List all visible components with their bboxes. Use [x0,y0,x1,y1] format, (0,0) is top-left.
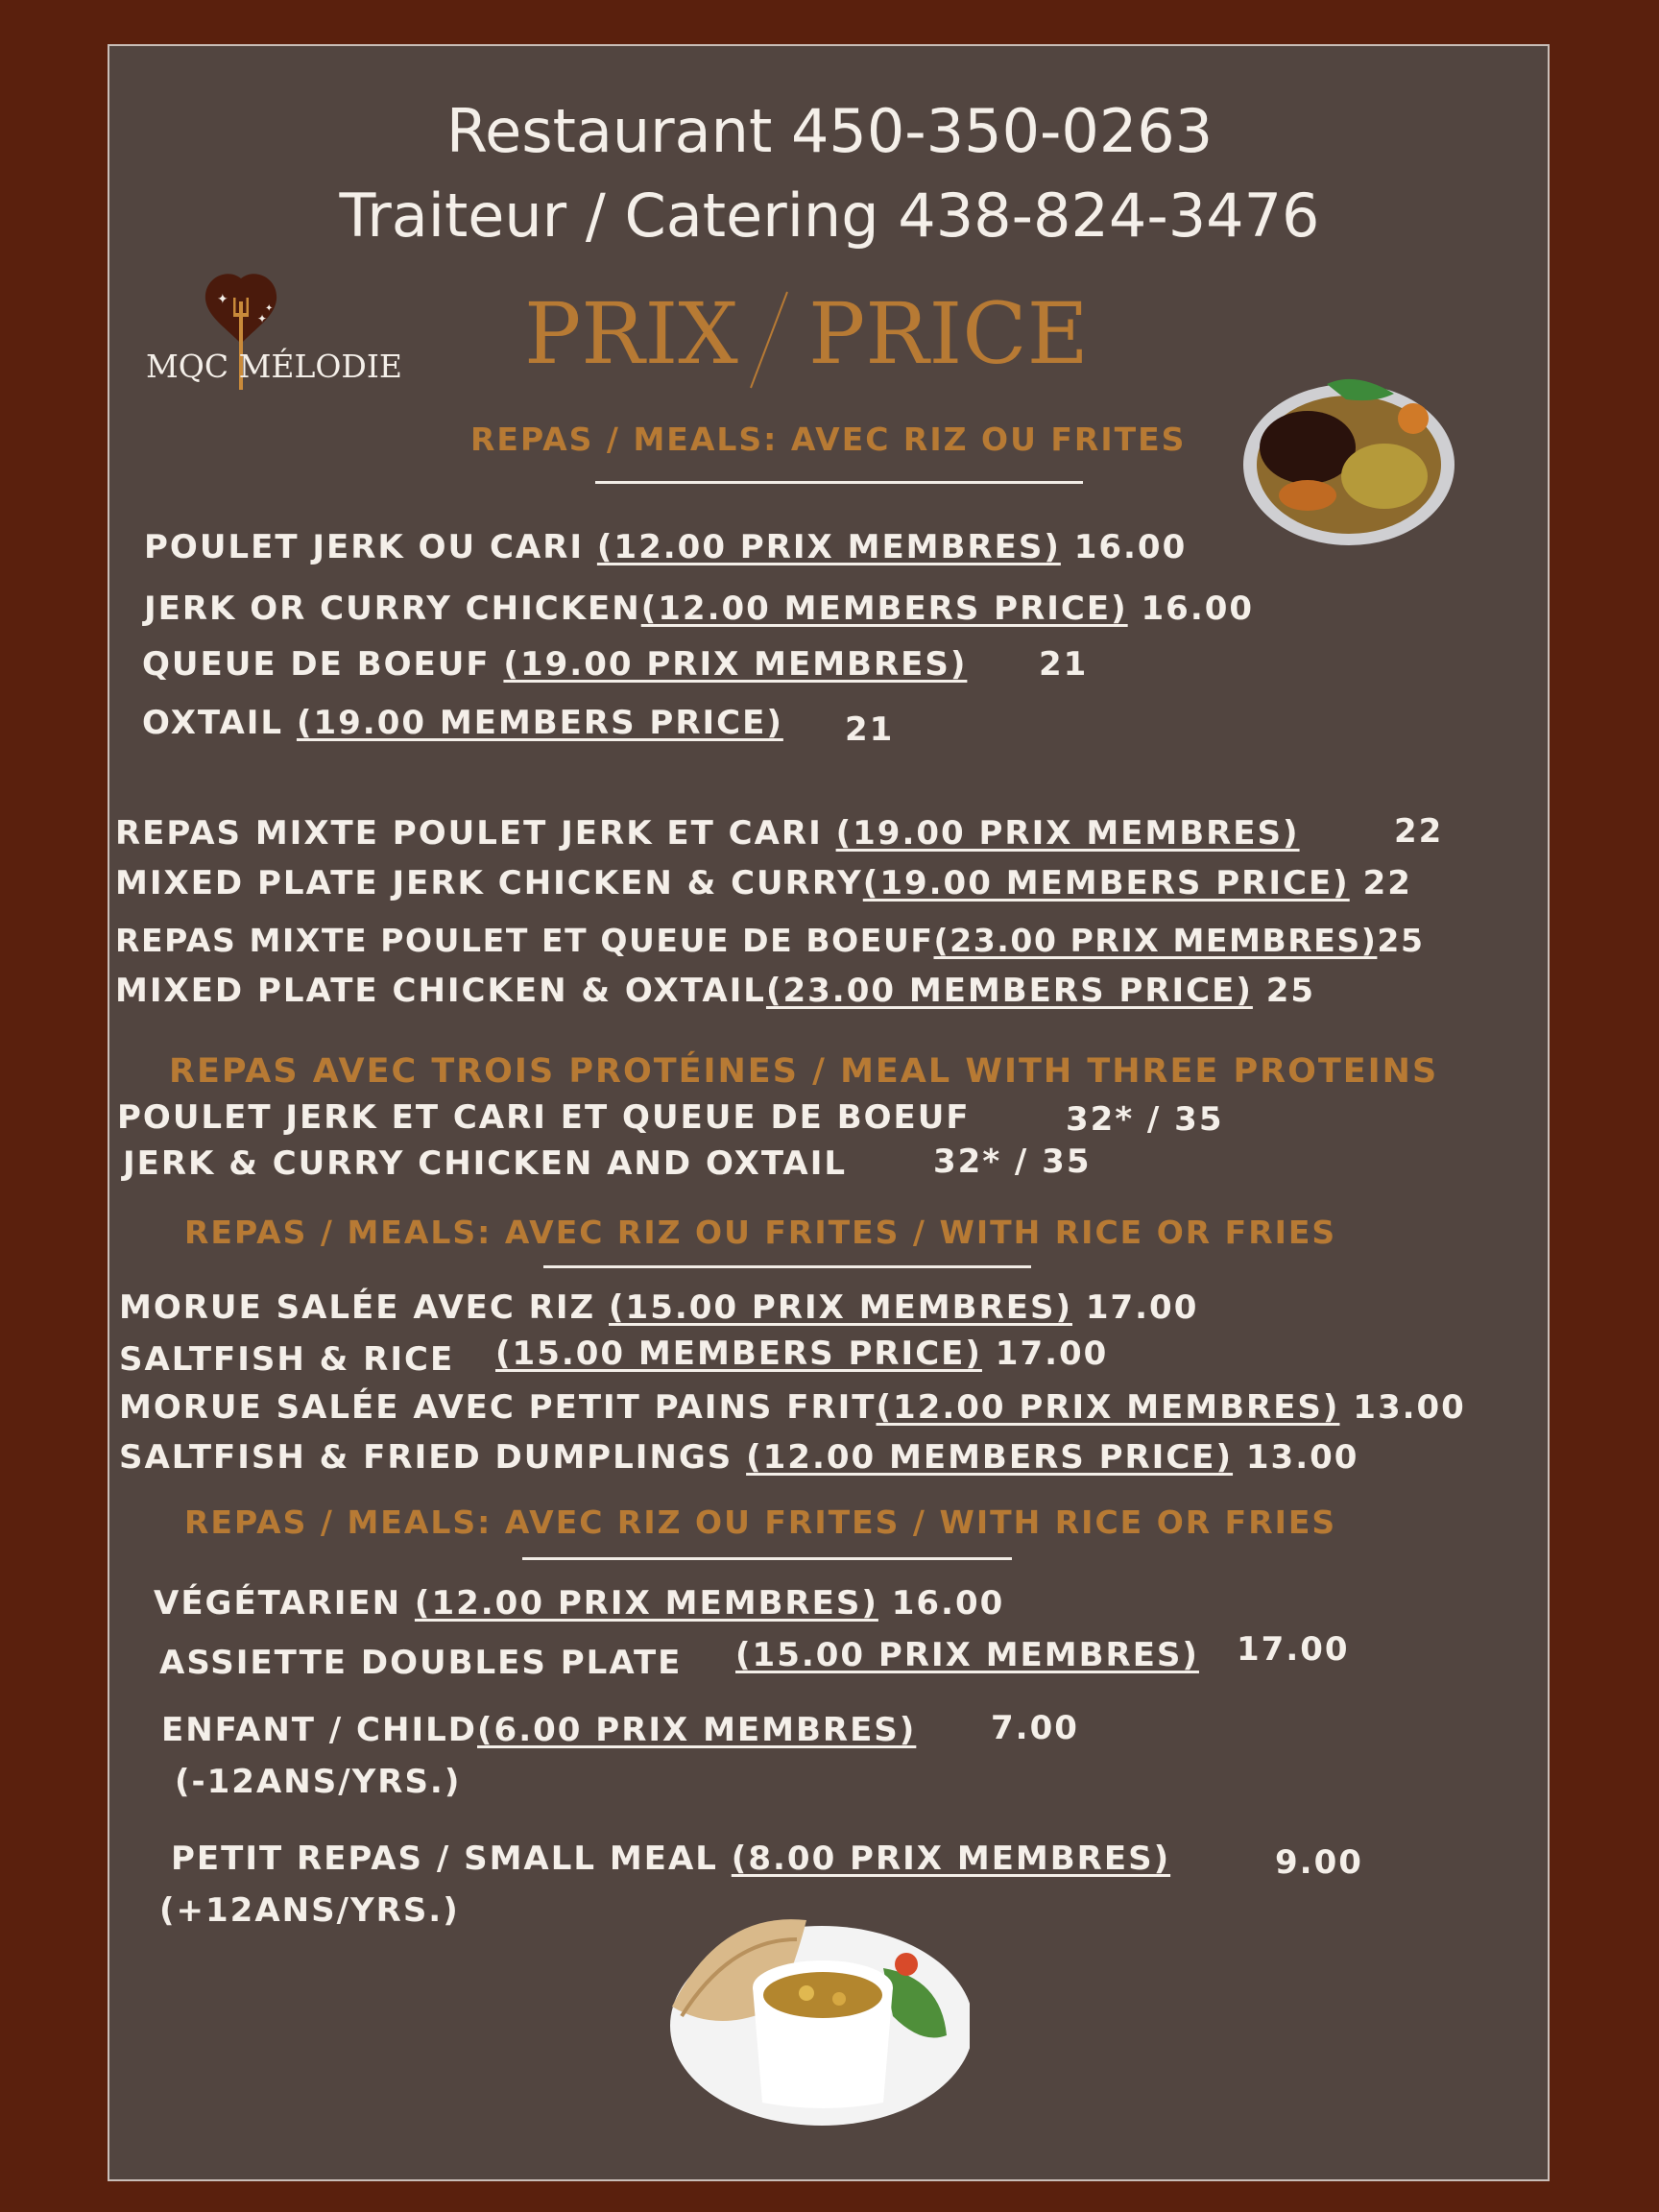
item-price: 13.00 [1245,1438,1359,1477]
item-price: 17.00 [995,1334,1109,1373]
item-price: 25 [1377,922,1425,959]
item-price: 32* / 35 [933,1142,1092,1181]
age-note: (+12ANS/YRS.) [159,1891,460,1930]
item-name: MORUE SALÉE AVEC PETIT PAINS FRIT [119,1388,877,1427]
member-price: (15.00 MEMBERS PRICE) [495,1334,982,1373]
item-price: 16.00 [1073,528,1188,566]
member-price: (12.00 MEMBERS PRICE) [746,1438,1234,1477]
item-price: 7.00 [991,1709,1079,1747]
menu-item-oxtail [142,704,783,742]
item-name: VÉGÉTARIEN [154,1584,402,1623]
item-price: 25 [1265,972,1316,1010]
menu-item-queue-boeuf [142,645,967,684]
item-name: MIXED PLATE JERK CHICKEN & CURRY [115,864,863,902]
menu-item-poulet-jerk [144,528,1187,566]
item-name: OXTAIL [142,704,284,742]
member-price: (15.00 PRIX MEMBRES) [609,1288,1072,1327]
item-price: 17.00 [1085,1288,1199,1327]
item-price: 22 [1362,864,1412,902]
menu-item-vegetarien [154,1584,1004,1623]
menu-item-jerk-chicken [144,589,1254,628]
item-name: ASSIETTE DOUBLES PLATE [159,1644,683,1682]
menu-item-trois-fr [117,1098,971,1137]
title-slash [739,288,797,394]
menu-item-doubles-member [735,1636,1199,1674]
member-price: (19.00 PRIX MEMBRES) [503,645,968,684]
member-price: (12.00 PRIX MEMBRES) [414,1584,878,1623]
section-heading-meals: REPAS / MEALS: AVEC RIZ OU FRITES [470,421,1187,458]
section-divider [595,481,1083,484]
menu-item-mixte-jerk-cari [115,814,1300,853]
item-price: 21 [1039,645,1089,684]
member-price: (6.00 PRIX MEMBRES) [477,1711,917,1749]
age-note: (-12ANS/YRS.) [175,1763,462,1801]
item-name: SALTFISH & FRIED DUMPLINGS [119,1438,733,1477]
item-name: MIXED PLATE CHICKEN & OXTAIL [115,972,766,1010]
item-price: 13.00 [1353,1388,1466,1427]
menu-item-saltfish-rice [119,1340,454,1379]
item-price: 21 [845,710,895,749]
section-divider [522,1557,1012,1560]
restaurant-phone: Restaurant 450-350-0263 [445,96,1214,166]
menu-item-trois-en [123,1144,847,1183]
curry-bowl-image [662,1901,970,2135]
member-price: (23.00 PRIX MEMBRES) [933,922,1378,959]
item-price: 16.00 [1141,589,1255,628]
item-name: REPAS MIXTE POULET JERK ET CARI [115,814,823,853]
item-price: 32* / 35 [1066,1100,1224,1139]
section-heading-meals: REPAS / MEALS: AVEC RIZ OU FRITES / WITH RICE OR FRIES [184,1214,1337,1251]
catering-phone: Traiteur / Catering 438-824-3476 [339,180,1320,251]
menu-item-mixte-poulet-boeuf [115,922,1425,959]
menu-item-mixed-chicken-oxtail [115,972,1315,1010]
menu-item-morue-riz [119,1288,1198,1327]
item-price: 9.00 [1275,1843,1363,1882]
menu-item-morue-pains [119,1388,1466,1427]
item-name: QUEUE DE BOEUF [142,645,491,684]
member-price: (19.00 MEMBERS PRICE) [862,864,1350,902]
member-price: (19.00 PRIX MEMBRES) [835,814,1300,853]
section-heading-meals: REPAS / MEALS: AVEC RIZ OU FRITES / WITH RICE OR FRIES [184,1503,1337,1541]
svg-text:✦: ✦ [217,292,228,307]
menu-item-enfant [161,1711,916,1749]
menu-item-mixed-jerk-curry [115,864,1412,902]
item-name: SALTFISH & RICE [119,1340,455,1379]
menu-item-petit-repas [171,1839,1170,1878]
item-price: 22 [1394,812,1444,851]
member-price: (19.00 MEMBERS PRICE) [296,704,783,742]
item-name: ENFANT / CHILD [161,1711,478,1749]
svg-text:✦: ✦ [257,312,268,325]
member-price: (23.00 MEMBERS PRICE) [765,972,1253,1010]
item-name: JERK OR CURRY CHICKEN [144,589,641,628]
member-price: (12.00 PRIX MEMBRES) [596,528,1061,566]
member-price: (12.00 MEMBERS PRICE) [640,589,1128,628]
brand-name: MQC MÉLODIE [146,348,403,385]
section-divider [543,1265,1031,1268]
brand-logo [140,273,419,397]
item-name: PETIT REPAS / SMALL MEAL [171,1839,718,1878]
member-price: (15.00 PRIX MEMBRES) [735,1636,1199,1674]
section-heading-three-proteins: REPAS AVEC TROIS PROTÉINES / MEAL WITH THREE PROTEINS [169,1052,1439,1091]
menu-item-saltfish-dumplings [119,1438,1358,1477]
item-price: 16.00 [891,1584,1005,1623]
item-name: POULET JERK ET CARI ET QUEUE DE BOEUF [117,1098,971,1137]
member-price: (8.00 PRIX MEMBRES) [731,1839,1171,1878]
menu-item-saltfish-rice-prices [495,1334,1108,1373]
item-name: JERK & CURRY CHICKEN AND OXTAIL [123,1144,848,1183]
title-prix: PRIX [524,284,738,383]
item-price: 17.00 [1237,1630,1350,1669]
jerk-plate-image [1240,371,1457,551]
item-name: POULET JERK OU CARI [144,528,585,566]
item-name: REPAS MIXTE POULET ET QUEUE DE BOEUF [115,922,934,959]
menu-item-doubles [159,1644,682,1682]
svg-text:✦: ✦ [265,303,274,314]
member-price: (12.00 PRIX MEMBRES) [876,1388,1340,1427]
title-price: PRICE [808,284,1089,383]
item-name: MORUE SALÉE AVEC RIZ [119,1288,596,1327]
